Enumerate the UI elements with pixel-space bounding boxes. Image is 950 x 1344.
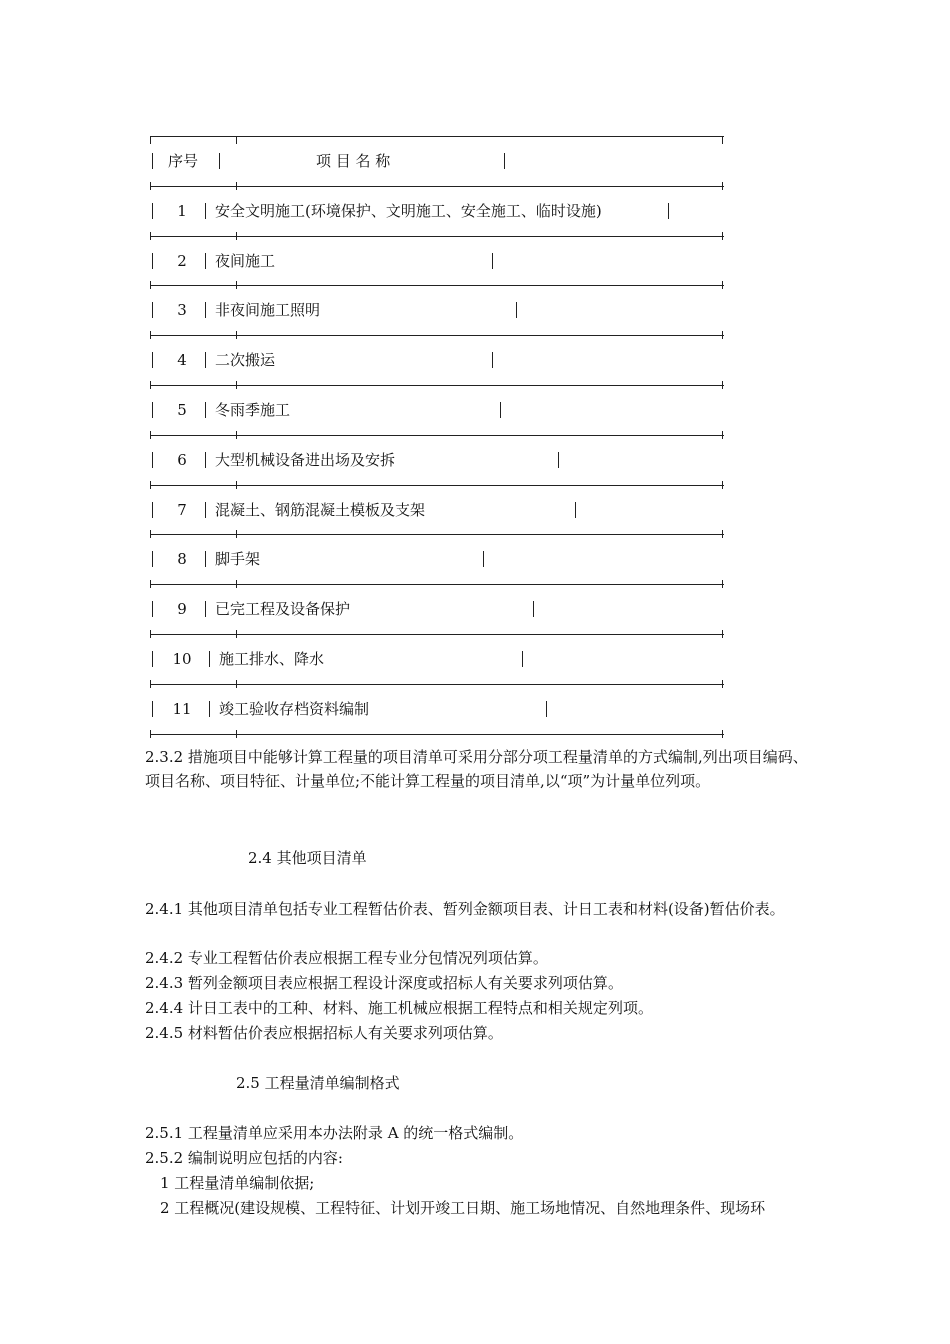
table-rule-tick [722, 530, 723, 538]
row-number: 8 [177, 550, 187, 568]
table-rule-tick [150, 381, 151, 389]
row-number: 3 [177, 301, 187, 319]
table-rule-tick [150, 136, 151, 144]
para-2-3-2: 2.3.2 措施项目中能够计算工程量的项目清单可采用分部分项工程量清单的方式编制,列出项目编码、项目名称、项目特征、计量单位;不能计算工程量的项目清单,以“项”为计量单位列项。 [145, 748, 808, 790]
table-border [483, 551, 484, 567]
row-name: 竣工验收存档资料编制 [219, 700, 370, 718]
row-number: 7 [177, 501, 187, 519]
row-name: 冬雨季施工 [215, 401, 291, 419]
table-border [533, 601, 534, 617]
table-rule-tick [150, 182, 151, 190]
table-border [205, 253, 206, 269]
table-rule-tick [722, 580, 723, 588]
table-rule-tick [722, 136, 723, 144]
row-name: 安全文明施工(环境保护、文明施工、安全施工、临时设施) [215, 202, 602, 220]
table-rule-tick [722, 381, 723, 389]
list-item-2: 2 工程概况(建设规模、工程特征、计划开竣工日期、施工场地情况、自然地理条件、现场环 [160, 1199, 766, 1217]
table-border [205, 203, 206, 219]
table-rule-tick [236, 431, 237, 439]
para-2-4-4: 2.4.4 计日工表中的工种、材料、施工机械应根据工程特点和相关规定列项。 [145, 999, 653, 1017]
table-border [205, 302, 206, 318]
table-border [205, 551, 206, 567]
row-name: 非夜间施工照明 [215, 301, 321, 319]
table-border [492, 253, 493, 269]
table-border [575, 502, 576, 518]
table-border [209, 701, 210, 717]
heading-2-5: 2.5 工程量清单编制格式 [236, 1074, 400, 1092]
table-border [546, 701, 547, 717]
table-rule-tick [150, 232, 151, 240]
heading-2-4: 2.4 其他项目清单 [248, 849, 367, 867]
row-name: 已完工程及设备保护 [215, 600, 351, 618]
table-rule-tick [236, 331, 237, 339]
table-rule-tick [150, 481, 151, 489]
header-no: 序号 [168, 152, 199, 170]
table-rule-tick [722, 281, 723, 289]
table-rule-tick [722, 331, 723, 339]
row-number: 9 [177, 600, 187, 618]
table-rule-tick [236, 730, 237, 738]
table-rule-tick [150, 580, 151, 588]
header-name: 项 目 名 称 [316, 152, 391, 170]
table-rule-tick [236, 580, 237, 588]
para-2-5-2: 2.5.2 编制说明应包括的内容: [145, 1149, 343, 1167]
row-name: 混凝土、钢筋混凝土模板及支架 [215, 501, 426, 519]
table-border [205, 452, 206, 468]
table-rule-tick [722, 680, 723, 688]
table-border [500, 402, 501, 418]
table-rule-tick [150, 680, 151, 688]
table-rule-tick [150, 730, 151, 738]
table-rule-tick [236, 530, 237, 538]
measures-table [150, 136, 724, 732]
table-rule-tick [150, 431, 151, 439]
row-name: 二次搬运 [215, 351, 276, 369]
para-2-4-2: 2.4.2 专业工程暂估价表应根据工程专业分包情况列项估算。 [145, 949, 548, 967]
table-rule-tick [150, 331, 151, 339]
table-rule-tick [722, 730, 723, 738]
para-2-4-3: 2.4.3 暂列金额项目表应根据工程设计深度或招标人有关要求列项估算。 [145, 974, 623, 992]
row-name: 夜间施工 [215, 252, 276, 270]
table-border [205, 601, 206, 617]
row-number: 6 [177, 451, 187, 469]
row-number: 10 [172, 650, 192, 668]
table-rule-tick [150, 281, 151, 289]
table-rule-tick [722, 232, 723, 240]
table-rule-tick [236, 281, 237, 289]
table-border [558, 452, 559, 468]
row-number: 1 [177, 202, 187, 220]
table-border [205, 352, 206, 368]
table-rule-tick [236, 381, 237, 389]
table-rule-tick [722, 481, 723, 489]
row-number: 2 [177, 252, 187, 270]
table-rule-tick [236, 182, 237, 190]
table-rule-tick [236, 630, 237, 638]
para-2-4-5: 2.4.5 材料暂估价表应根据招标人有关要求列项估算。 [145, 1024, 503, 1042]
para-2-5-1: 2.5.1 工程量清单应采用本办法附录 A 的统一格式编制。 [145, 1124, 524, 1142]
table-rule-tick [236, 136, 237, 144]
para-2-4-1: 2.4.1 其他项目清单包括专业工程暂估价表、暂列金额项目表、计日工表和材料(设备)暂估价表。 [145, 900, 785, 918]
table-border [152, 153, 153, 169]
table-rule-tick [236, 481, 237, 489]
table-border [516, 302, 517, 318]
table-border [205, 402, 206, 418]
table-border [668, 203, 669, 219]
row-name: 脚手架 [215, 550, 261, 568]
row-number: 5 [177, 401, 187, 419]
row-name: 大型机械设备进出场及安拆 [215, 451, 396, 469]
table-border [492, 352, 493, 368]
table-rule-tick [722, 431, 723, 439]
list-item-1: 1 工程量清单编制依据; [160, 1174, 315, 1192]
table-border [219, 153, 220, 169]
table-rule-tick [722, 182, 723, 190]
row-name: 施工排水、降水 [219, 650, 325, 668]
row-number: 4 [177, 351, 187, 369]
table-border [504, 153, 505, 169]
table-rule-tick [150, 630, 151, 638]
table-rule-tick [236, 232, 237, 240]
table-rule-tick [722, 630, 723, 638]
table-rule-tick [236, 680, 237, 688]
table-border [205, 502, 206, 518]
table-border [522, 651, 523, 667]
table-rule-tick [150, 530, 151, 538]
table-border [209, 651, 210, 667]
row-number: 11 [172, 700, 192, 718]
